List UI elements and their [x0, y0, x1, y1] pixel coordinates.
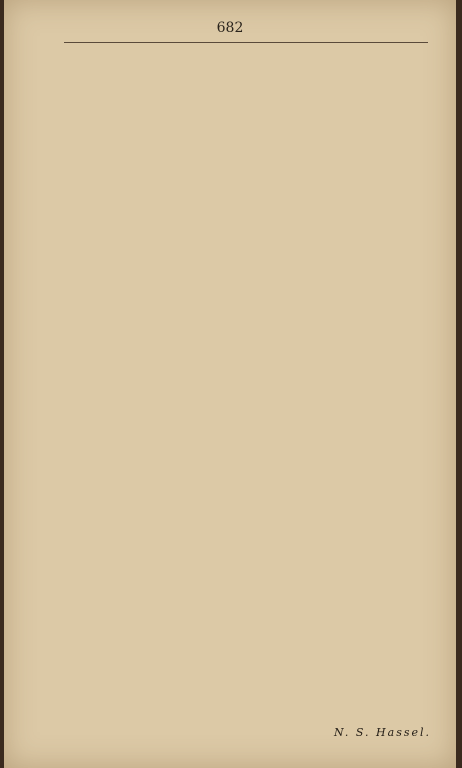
book-page [4, 0, 456, 768]
header-rule [64, 42, 428, 43]
page-number: 682 [216, 20, 244, 36]
text-column-left [62, 58, 248, 748]
text-column-right [256, 58, 442, 748]
author-signature: N. S. Hassel. [334, 726, 432, 739]
